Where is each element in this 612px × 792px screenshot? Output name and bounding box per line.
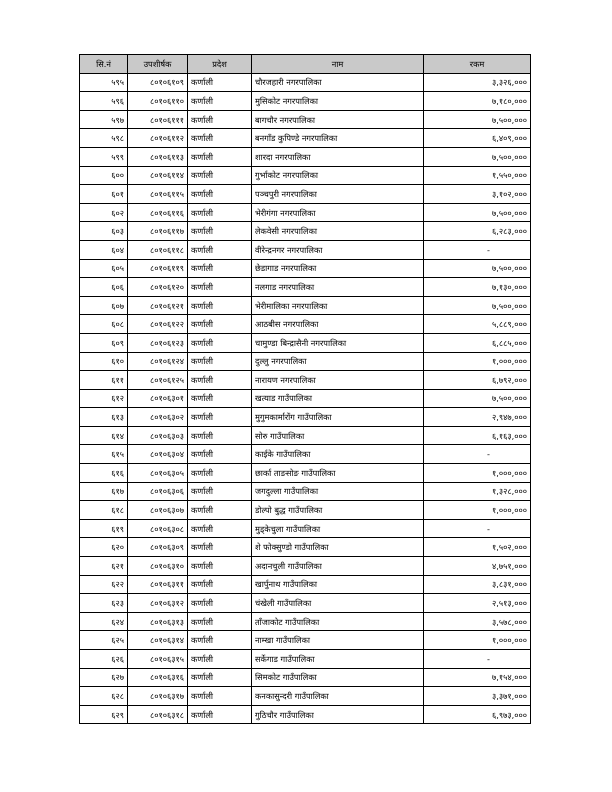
subheading-code-cell: ८०१०६११९ [128, 259, 188, 278]
serial-cell: ५९६ [80, 92, 128, 111]
province-cell: कर्णाली [188, 352, 252, 371]
amount-cell: ३,५७८,००० [424, 612, 531, 631]
amount-cell: ७,१५४,००० [424, 668, 531, 687]
serial-cell: ६१० [80, 352, 128, 371]
serial-cell: ६२७ [80, 668, 128, 687]
table-row [80, 259, 531, 278]
subheading-code-cell: ८०१०६११४ [128, 166, 188, 185]
table-row [80, 333, 531, 352]
municipality-name-cell: बनगाँड कुपिण्डे नगरपालिका [252, 129, 424, 148]
province-cell: कर्णाली [188, 650, 252, 669]
serial-cell: ६२४ [80, 612, 128, 631]
province-cell: कर्णाली [188, 501, 252, 520]
serial-cell: ६२३ [80, 594, 128, 613]
province-cell: कर्णाली [188, 705, 252, 724]
province-cell: कर्णाली [188, 426, 252, 445]
table-row [80, 482, 531, 501]
municipality-name-cell: गुर्भाकोट नगरपालिका [252, 166, 424, 185]
province-cell: कर्णाली [188, 92, 252, 111]
serial-cell: ६२० [80, 538, 128, 557]
table-row [80, 203, 531, 222]
amount-cell: ७,१३०,००० [424, 278, 531, 297]
subheading-code-cell: ८०१०६३०९ [128, 538, 188, 557]
header-row [80, 55, 531, 74]
table-row [80, 185, 531, 204]
amount-cell: ६,७९२,००० [424, 371, 531, 390]
table-row [80, 464, 531, 483]
subheading-code-cell: ८०१०६३१० [128, 557, 188, 576]
subheading-code-cell: ८०१०६३०२ [128, 408, 188, 427]
province-cell: कर्णाली [188, 389, 252, 408]
province-cell: कर्णाली [188, 240, 252, 259]
province-cell: कर्णाली [188, 333, 252, 352]
province-cell: कर्णाली [188, 259, 252, 278]
subheading-code-cell: ८०१०६३१५ [128, 650, 188, 669]
amount-cell: ७,५००,००० [424, 389, 531, 408]
province-cell: कर्णाली [188, 557, 252, 576]
municipality-name-cell: भेरीमालिका नगरपालिका [252, 296, 424, 315]
table-row [80, 222, 531, 241]
amount-cell: ७,५००,००० [424, 296, 531, 315]
amount-cell: २,५१३,००० [424, 594, 531, 613]
header-serial: सि.नं [80, 55, 128, 74]
serial-cell: ६२६ [80, 650, 128, 669]
header-name: नाम [252, 55, 424, 74]
table-row [80, 315, 531, 334]
municipality-name-cell: छेडागाड नगरपालिका [252, 259, 424, 278]
serial-cell: ६०३ [80, 222, 128, 241]
subheading-code-cell: ८०१०६३१७ [128, 687, 188, 706]
municipality-name-cell: चौरजहारी नगरपालिका [252, 73, 424, 92]
amount-cell: ५,८८९,००० [424, 315, 531, 334]
subheading-code-cell: ८०१०६३०३ [128, 426, 188, 445]
serial-cell: ५९८ [80, 129, 128, 148]
municipality-name-cell: काईके गाउँपालिका [252, 445, 424, 464]
municipality-name-cell: मुड्केचुला गाउँपालिका [252, 519, 424, 538]
amount-cell: १,३२८,००० [424, 482, 531, 501]
table-row [80, 147, 531, 166]
province-cell: कर्णाली [188, 612, 252, 631]
subheading-code-cell: ८०१०६३१६ [128, 668, 188, 687]
province-cell: कर्णाली [188, 147, 252, 166]
serial-cell: ६२८ [80, 687, 128, 706]
serial-cell: ६०७ [80, 296, 128, 315]
table-row [80, 92, 531, 111]
table-row [80, 129, 531, 148]
serial-cell: ६१३ [80, 408, 128, 427]
subheading-code-cell: ८०१०६३०५ [128, 464, 188, 483]
table-row [80, 538, 531, 557]
amount-cell: ६,४०९,००० [424, 129, 531, 148]
serial-cell: ६०० [80, 166, 128, 185]
table-row [80, 557, 531, 576]
amount-cell: ३,८३१,००० [424, 575, 531, 594]
amount-cell: ७,५००,००० [424, 203, 531, 222]
province-cell: कर्णाली [188, 110, 252, 129]
amount-cell: ६,८८५,००० [424, 333, 531, 352]
municipality-name-cell: छार्का ताङसोङ गाउँपालिका [252, 464, 424, 483]
municipality-name-cell: शे फोक्सुण्डो गाउँपालिका [252, 538, 424, 557]
province-cell: कर्णाली [188, 166, 252, 185]
subheading-code-cell: ८०१०६११८ [128, 240, 188, 259]
amount-cell: - [424, 445, 531, 464]
table-row [80, 389, 531, 408]
municipality-name-cell: गुठिचौर गाउँपालिका [252, 705, 424, 724]
serial-cell: ६१५ [80, 445, 128, 464]
province-cell: कर्णाली [188, 129, 252, 148]
province-cell: कर्णाली [188, 538, 252, 557]
amount-cell: ७,५००,००० [424, 110, 531, 129]
subheading-code-cell: ८०१०६३०६ [128, 482, 188, 501]
subheading-code-cell: ८०१०६११२ [128, 129, 188, 148]
amount-cell: १,०००,००० [424, 352, 531, 371]
province-cell: कर्णाली [188, 464, 252, 483]
serial-cell: ६२५ [80, 631, 128, 650]
table-row [80, 240, 531, 259]
subheading-code-cell: ८०१०६१११ [128, 110, 188, 129]
serial-cell: ६०५ [80, 259, 128, 278]
municipality-name-cell: कनकासुन्दरी गाउँपालिका [252, 687, 424, 706]
municipality-name-cell: मुसिकोट नगरपालिका [252, 92, 424, 111]
header-province: प्रदेश [188, 55, 252, 74]
amount-cell: १,०००,००० [424, 464, 531, 483]
amount-cell: ६,२८३,००० [424, 222, 531, 241]
amount-cell: ३,३२६,००० [424, 73, 531, 92]
serial-cell: ५९९ [80, 147, 128, 166]
municipality-name-cell: अदानचुली गाउँपालिका [252, 557, 424, 576]
table-row [80, 278, 531, 297]
table-row [80, 73, 531, 92]
subheading-code-cell: ८०१०६३१८ [128, 705, 188, 724]
serial-cell: ६१६ [80, 464, 128, 483]
table-row [80, 631, 531, 650]
serial-cell: ६०१ [80, 185, 128, 204]
amount-cell: ६,१६३,००० [424, 426, 531, 445]
subheading-code-cell: ८०१०६१२१ [128, 296, 188, 315]
municipality-name-cell: खत्याड गाउँपालिका [252, 389, 424, 408]
amount-cell: ७,५००,००० [424, 259, 531, 278]
table-row [80, 296, 531, 315]
serial-cell: ६२९ [80, 705, 128, 724]
amount-cell: ३,३७१,००० [424, 687, 531, 706]
table-row [80, 519, 531, 538]
province-cell: कर्णाली [188, 687, 252, 706]
serial-cell: ६२१ [80, 557, 128, 576]
municipality-name-cell: नाम्खा गाउँपालिका [252, 631, 424, 650]
subheading-code-cell: ८०१०६३०८ [128, 519, 188, 538]
table-row [80, 445, 531, 464]
serial-cell: ५९५ [80, 73, 128, 92]
province-cell: कर्णाली [188, 222, 252, 241]
amount-cell: ४,७५१,००० [424, 557, 531, 576]
municipality-name-cell: जगदुल्ला गाउँपालिका [252, 482, 424, 501]
province-cell: कर्णाली [188, 408, 252, 427]
municipality-name-cell: मुगुमकार्मारोंग गाउँपालिका [252, 408, 424, 427]
municipality-name-cell: लेकवेसी नगरपालिका [252, 222, 424, 241]
province-cell: कर्णाली [188, 631, 252, 650]
allocation-table [79, 54, 531, 724]
subheading-code-cell: ८०१०६३११ [128, 575, 188, 594]
amount-cell: ७,१८०,००० [424, 92, 531, 111]
table-row [80, 594, 531, 613]
subheading-code-cell: ८०१०६१२० [128, 278, 188, 297]
province-cell: कर्णाली [188, 575, 252, 594]
subheading-code-cell: ८०१०६३०७ [128, 501, 188, 520]
subheading-code-cell: ८०१०६३१४ [128, 631, 188, 650]
subheading-code-cell: ८०१०६१०९ [128, 73, 188, 92]
municipality-name-cell: चंखेली गाउँपालिका [252, 594, 424, 613]
amount-cell: - [424, 519, 531, 538]
amount-cell: ३,१०२,००० [424, 185, 531, 204]
table-header [80, 55, 531, 74]
table-row [80, 371, 531, 390]
province-cell: कर्णाली [188, 445, 252, 464]
municipality-name-cell: वीरेन्द्रनगर नगरपालिका [252, 240, 424, 259]
province-cell: कर्णाली [188, 73, 252, 92]
serial-cell: ६०४ [80, 240, 128, 259]
municipality-name-cell: पञ्चपुरी नगरपालिका [252, 185, 424, 204]
table-row [80, 110, 531, 129]
serial-cell: ६०६ [80, 278, 128, 297]
table-row [80, 501, 531, 520]
subheading-code-cell: ८०१०६३१३ [128, 612, 188, 631]
serial-cell: ६१७ [80, 482, 128, 501]
serial-cell: ६०२ [80, 203, 128, 222]
table-row [80, 668, 531, 687]
municipality-name-cell: दुल्लु नगरपालिका [252, 352, 424, 371]
municipality-name-cell: भेरीगंगा नगरपालिका [252, 203, 424, 222]
serial-cell: ५९७ [80, 110, 128, 129]
table-body [80, 73, 531, 724]
municipality-name-cell: ताँजाकोट गाउँपालिका [252, 612, 424, 631]
table-row [80, 612, 531, 631]
subheading-code-cell: ८०१०६११५ [128, 185, 188, 204]
subheading-code-cell: ८०१०६११३ [128, 147, 188, 166]
table-row [80, 650, 531, 669]
amount-cell: १,०००,००० [424, 501, 531, 520]
serial-cell: ६१२ [80, 389, 128, 408]
table-row [80, 426, 531, 445]
table-row [80, 575, 531, 594]
province-cell: कर्णाली [188, 371, 252, 390]
serial-cell: ६११ [80, 371, 128, 390]
header-subheading: उपशीर्षक [128, 55, 188, 74]
amount-cell: ७,५००,००० [424, 147, 531, 166]
subheading-code-cell: ८०१०६३०४ [128, 445, 188, 464]
table-row [80, 352, 531, 371]
province-cell: कर्णाली [188, 668, 252, 687]
serial-cell: ६१९ [80, 519, 128, 538]
province-cell: कर्णाली [188, 519, 252, 538]
subheading-code-cell: ८०१०६१२५ [128, 371, 188, 390]
amount-cell: ६,९७३,००० [424, 705, 531, 724]
municipality-name-cell: सर्केगाड गाउँपालिका [252, 650, 424, 669]
subheading-code-cell: ८०१०६११७ [128, 222, 188, 241]
subheading-code-cell: ८०१०६३१२ [128, 594, 188, 613]
amount-cell: - [424, 650, 531, 669]
amount-cell: - [424, 240, 531, 259]
serial-cell: ६०८ [80, 315, 128, 334]
table-row [80, 166, 531, 185]
table-row [80, 408, 531, 427]
province-cell: कर्णाली [188, 185, 252, 204]
header-amount: रकम [424, 55, 531, 74]
municipality-name-cell: सोरु गाउँपालिका [252, 426, 424, 445]
serial-cell: ६१८ [80, 501, 128, 520]
municipality-name-cell: सिमकोट गाउँपालिका [252, 668, 424, 687]
serial-cell: ६१४ [80, 426, 128, 445]
subheading-code-cell: ८०१०६१२४ [128, 352, 188, 371]
province-cell: कर्णाली [188, 482, 252, 501]
subheading-code-cell: ८०१०६११६ [128, 203, 188, 222]
province-cell: कर्णाली [188, 278, 252, 297]
municipality-name-cell: चामुण्डा बिन्द्रासैनी नगरपालिका [252, 333, 424, 352]
subheading-code-cell: ८०१०६१२३ [128, 333, 188, 352]
subheading-code-cell: ८०१०६११० [128, 92, 188, 111]
province-cell: कर्णाली [188, 315, 252, 334]
amount-cell: १,५०२,००० [424, 538, 531, 557]
municipality-name-cell: आठबीस नगरपालिका [252, 315, 424, 334]
amount-cell: २,९४७,००० [424, 408, 531, 427]
province-cell: कर्णाली [188, 594, 252, 613]
province-cell: कर्णाली [188, 203, 252, 222]
serial-cell: ६२२ [80, 575, 128, 594]
municipality-name-cell: बागचौर नगरपालिका [252, 110, 424, 129]
amount-cell: १,०००,००० [424, 631, 531, 650]
municipality-name-cell: नलगाड नगरपालिका [252, 278, 424, 297]
serial-cell: ६०९ [80, 333, 128, 352]
amount-cell: १,५५०,००० [424, 166, 531, 185]
municipality-name-cell: शारदा नगरपालिका [252, 147, 424, 166]
municipality-name-cell: नारायण नगरपालिका [252, 371, 424, 390]
subheading-code-cell: ८०१०६१२२ [128, 315, 188, 334]
municipality-name-cell: डोल्पो बुद्ध गाउँपालिका [252, 501, 424, 520]
table-row [80, 687, 531, 706]
municipality-name-cell: खार्पुनाथ गाउँपालिका [252, 575, 424, 594]
subheading-code-cell: ८०१०६३०१ [128, 389, 188, 408]
table-row [80, 705, 531, 724]
province-cell: कर्णाली [188, 296, 252, 315]
